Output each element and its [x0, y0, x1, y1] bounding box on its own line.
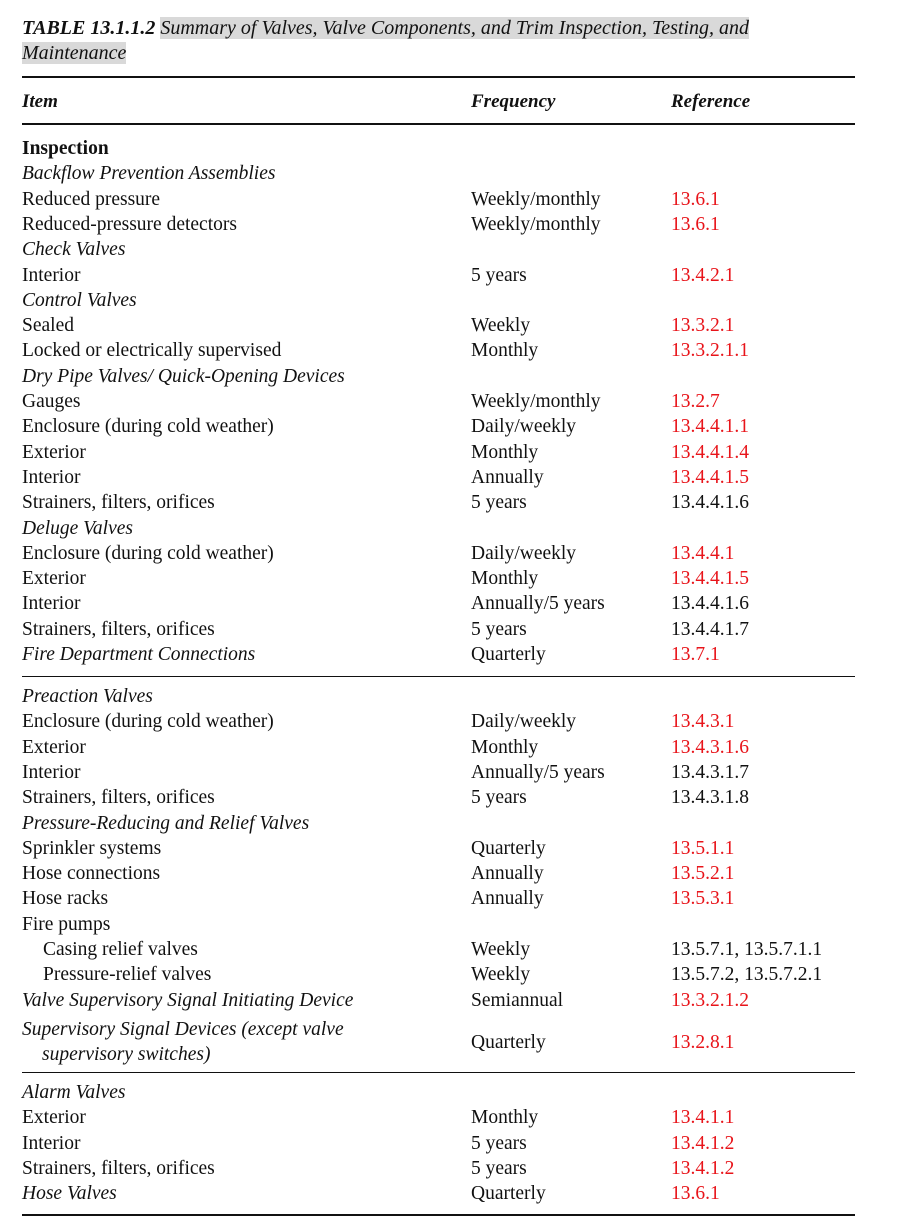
row-reference-link[interactable]: 13.4.4.1.5 [671, 466, 749, 488]
row-item: Alarm Valves [22, 1082, 126, 1103]
row-item: Dry Pipe Valves/ Quick-Opening Devices [22, 365, 345, 387]
row-frequency: Weekly/monthly [471, 213, 601, 235]
row-reference-link[interactable]: 13.4.1.2 [671, 1132, 735, 1154]
row-reference: 13.5.7.2, 13.5.7.2.1 [671, 964, 823, 986]
row-reference-link[interactable]: 13.4.4.1.4 [671, 441, 749, 463]
table-row [22, 414, 855, 439]
table-row [22, 313, 855, 338]
row-reference-link[interactable]: 13.6.1 [671, 1183, 720, 1205]
table-row [22, 886, 855, 911]
table-title [22, 16, 852, 66]
table-row [22, 364, 855, 389]
row-frequency: Quarterly [471, 1183, 546, 1205]
row-frequency: Quarterly [471, 644, 546, 665]
table-caption: Summary of Valves, Valve Components, and Trim Inspection, Testing, and Maintenance [22, 17, 750, 64]
row-item: Exterior [22, 568, 86, 590]
row-reference-link[interactable]: 13.4.4.1.1 [671, 416, 749, 438]
table-row [22, 465, 855, 490]
row-item: Interior [22, 761, 81, 783]
row-item: Valve Supervisory Signal Initiating Device [22, 989, 354, 1011]
table-row [22, 1105, 855, 1130]
row-frequency: 5 years [471, 787, 527, 809]
row-frequency: Semiannual [471, 989, 564, 1011]
row-reference-link[interactable]: 13.4.1.1 [671, 1107, 735, 1129]
section-divider-1 [22, 676, 855, 677]
table-row [22, 591, 855, 616]
row-item: Fire pumps [22, 913, 111, 935]
row-item: Backflow Prevention Assemblies [22, 163, 276, 185]
row-frequency: 5 years [471, 1132, 527, 1154]
row-item: Strainers, filters, orifices [22, 1157, 215, 1179]
row-item: Sealed [22, 315, 74, 337]
table-row [22, 988, 855, 1013]
row-item: Casing relief valves [43, 939, 198, 960]
row-reference-link[interactable]: 13.7.1 [671, 644, 720, 665]
row-item: Control Valves [22, 289, 137, 311]
row-frequency: Weekly/monthly [471, 188, 601, 210]
table-row [22, 1131, 855, 1156]
table-row [22, 338, 855, 363]
row-reference-link[interactable]: 13.3.2.1.1 [671, 340, 749, 362]
table-row [22, 709, 855, 734]
row-item: Strainers, filters, orifices [22, 618, 215, 640]
table-row [22, 541, 855, 566]
bottom-rule [22, 1214, 855, 1216]
row-frequency: Monthly [471, 340, 539, 362]
row-item: Reduced pressure [22, 188, 161, 210]
section-divider-2 [22, 1072, 855, 1073]
row-item: Enclosure (during cold weather) [22, 711, 274, 733]
row-frequency: Weekly [471, 939, 531, 960]
row-reference-link[interactable]: 13.6.1 [671, 213, 720, 235]
table-row [22, 516, 855, 541]
row-item [22, 1017, 452, 1067]
row-frequency: Annually [471, 863, 544, 885]
row-reference-link[interactable]: 13.4.4.1 [671, 542, 735, 564]
table-row [22, 836, 855, 861]
row-item: Hose connections [22, 863, 161, 885]
row-item: Pressure-Reducing and Relief Valves [22, 812, 310, 834]
row-reference-link[interactable]: 13.6.1 [671, 188, 720, 210]
row-frequency: Daily/weekly [471, 542, 577, 564]
table-row [22, 617, 855, 642]
row-item: Interior [22, 593, 81, 615]
row-frequency: Annually [471, 888, 544, 910]
table-row [22, 263, 855, 288]
top-rule [22, 76, 855, 78]
table-row [22, 288, 855, 313]
table-row [22, 912, 855, 937]
row-item: Interior [22, 466, 81, 488]
table-row [22, 811, 855, 836]
row-reference-link[interactable]: 13.4.3.1.6 [671, 736, 749, 758]
table-row [22, 1080, 855, 1105]
row-item: Enclosure (during cold weather) [22, 416, 274, 438]
row-reference-link[interactable]: 13.4.4.1.5 [671, 568, 749, 590]
header-frequency: Frequency [471, 91, 556, 112]
row-frequency: Annually/5 years [471, 761, 605, 783]
row-reference-link[interactable]: 13.4.3.1 [671, 711, 735, 733]
table-row [22, 566, 855, 591]
row-frequency: 5 years [471, 264, 527, 286]
row-reference: 13.4.3.1.8 [671, 787, 749, 809]
row-item: Fire Department Connections [22, 644, 256, 665]
row-item: Exterior [22, 441, 86, 463]
row-item: Exterior [22, 736, 86, 758]
row-frequency: Annually [471, 466, 544, 488]
row-item: Sprinkler systems [22, 837, 162, 859]
row-reference-link[interactable]: 13.4.2.1 [671, 264, 735, 286]
row-reference: 13.4.4.1.7 [671, 618, 749, 640]
row-item: Reduced-pressure detectors [22, 213, 237, 235]
row-reference-link[interactable]: 13.3.2.1 [671, 315, 735, 337]
row-item-line2: supervisory switches) [42, 1044, 211, 1065]
row-item-line1: Supervisory Signal Devices (except valve [22, 1019, 344, 1040]
table-row [22, 861, 855, 886]
table-row [22, 136, 855, 161]
row-item: Check Valves [22, 239, 126, 261]
row-item: Hose racks [22, 888, 109, 910]
row-frequency: Daily/weekly [471, 711, 577, 733]
row-item: Enclosure (during cold weather) [22, 542, 274, 564]
row-frequency: Monthly [471, 1107, 539, 1129]
row-item: Inspection [22, 138, 109, 159]
row-item: Preaction Valves [22, 686, 153, 707]
row-frequency: Weekly [471, 964, 531, 986]
row-reference-link[interactable]: 13.2.8.1 [671, 1032, 735, 1053]
row-item: Strainers, filters, orifices [22, 787, 215, 809]
row-reference: 13.4.3.1.7 [671, 761, 749, 783]
row-frequency: Quarterly [471, 1032, 546, 1053]
row-reference-link[interactable]: 13.4.1.2 [671, 1157, 735, 1179]
row-frequency: Weekly [471, 315, 531, 337]
table-row [22, 1181, 855, 1206]
row-frequency: Monthly [471, 441, 539, 463]
row-reference-link[interactable]: 13.5.1.1 [671, 837, 735, 859]
row-reference-link[interactable]: 13.3.2.1.2 [671, 989, 749, 1011]
row-frequency: 5 years [471, 618, 527, 640]
row-item: Strainers, filters, orifices [22, 492, 215, 514]
row-frequency: 5 years [471, 492, 527, 514]
row-item: Gauges [22, 391, 81, 412]
row-frequency: Monthly [471, 736, 539, 758]
row-item: Deluge Valves [22, 517, 134, 539]
table-number: TABLE 13.1.1.2 [22, 17, 156, 39]
row-frequency: Monthly [471, 568, 539, 590]
header-item: Item [22, 91, 58, 112]
row-reference: 13.4.4.1.6 [671, 492, 749, 514]
table-row [22, 389, 855, 414]
table-row [22, 1017, 855, 1067]
table-row [22, 440, 855, 465]
table-row [22, 760, 855, 785]
row-reference-link[interactable]: 13.2.7 [671, 391, 720, 412]
row-reference-link[interactable]: 13.5.3.1 [671, 888, 735, 910]
table-row [22, 161, 855, 186]
table-row [22, 1156, 855, 1181]
row-frequency: Quarterly [471, 837, 546, 859]
table-row [22, 642, 855, 667]
table-row [22, 684, 855, 709]
row-frequency: Weekly/monthly [471, 391, 601, 412]
header-reference: Reference [671, 91, 751, 112]
row-frequency: 5 years [471, 1157, 527, 1179]
header-rule [22, 123, 855, 125]
row-item: Locked or electrically supervised [22, 340, 282, 362]
table-row [22, 490, 855, 515]
row-item: Pressure-relief valves [43, 964, 212, 986]
table-row [22, 237, 855, 262]
row-item: Hose Valves [22, 1183, 117, 1205]
table-row [22, 735, 855, 760]
row-item: Interior [22, 1132, 81, 1154]
table-row [22, 187, 855, 212]
row-reference-link[interactable]: 13.5.2.1 [671, 863, 735, 885]
table-row [22, 937, 855, 962]
table-row [22, 212, 855, 237]
row-reference: 13.4.4.1.6 [671, 593, 749, 615]
row-item: Interior [22, 264, 81, 286]
row-frequency: Annually/5 years [471, 593, 605, 615]
row-frequency: Daily/weekly [471, 416, 577, 438]
row-item: Exterior [22, 1107, 86, 1129]
row-reference: 13.5.7.1, 13.5.7.1.1 [671, 939, 823, 960]
table-row [22, 785, 855, 810]
table-row [22, 962, 855, 987]
